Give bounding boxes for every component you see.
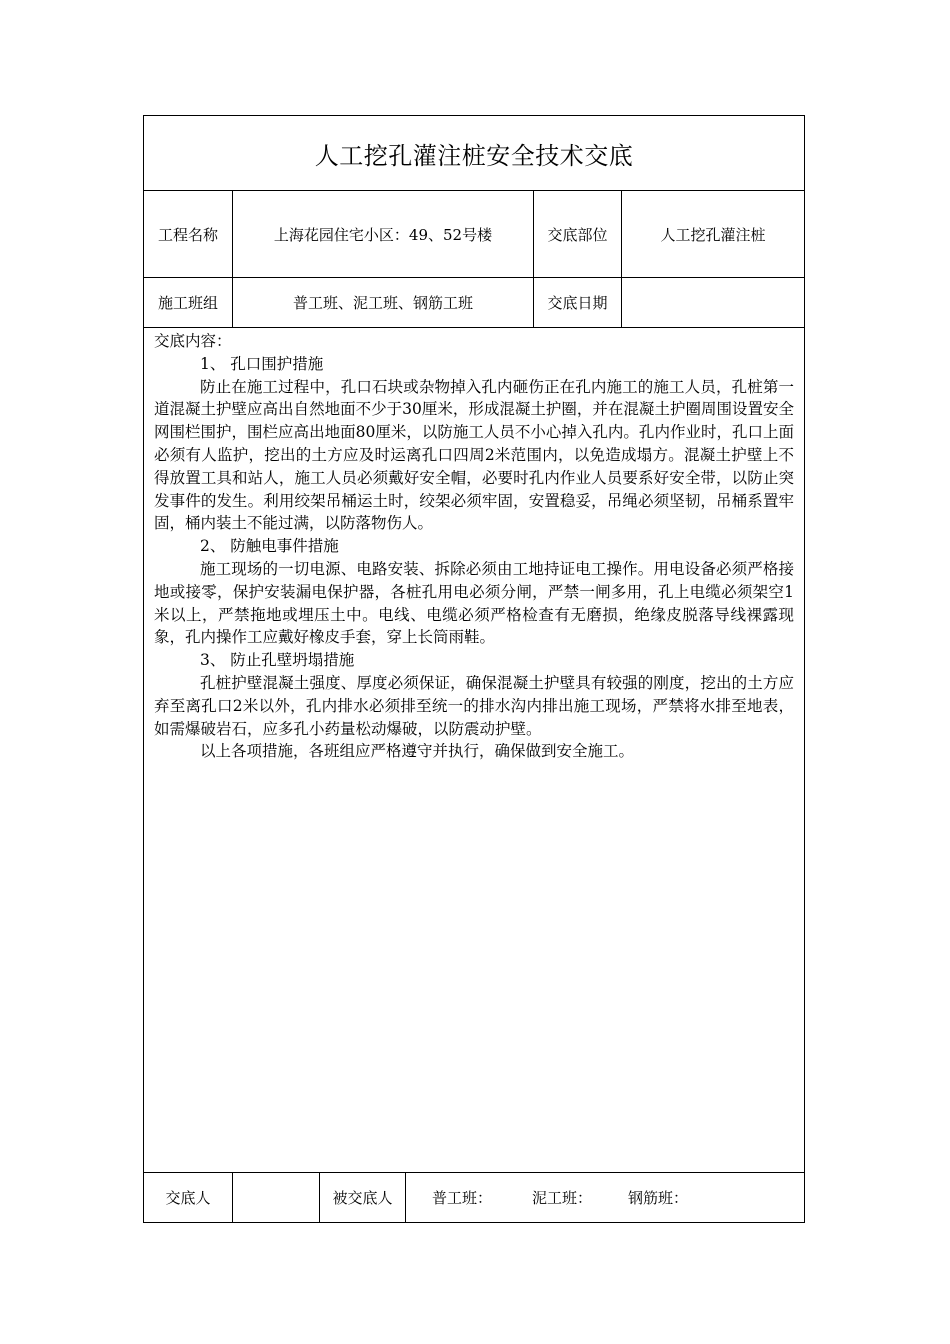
section-title: 3、 防止孔壁坍塌措施 xyxy=(200,651,355,670)
team-value: 普工班、泥工班、钢筋工班 xyxy=(232,278,533,327)
section-title: 2、 防触电事件措施 xyxy=(200,537,339,556)
title-row xyxy=(144,116,804,191)
receiver-teams xyxy=(405,1173,804,1222)
date-value xyxy=(621,278,804,327)
disclosure-form xyxy=(143,115,805,1223)
date-label: 交底日期 xyxy=(533,278,621,327)
team2-sign: 泥工班： xyxy=(532,1189,593,1207)
project-label: 工程名称 xyxy=(157,225,218,244)
receiver-label: 被交底人 xyxy=(319,1173,405,1222)
section-title: 1、 孔口围护措施 xyxy=(200,354,324,373)
team1-sign: 普工班： xyxy=(432,1189,493,1207)
signature-row xyxy=(144,1173,804,1222)
giver-label: 交底人 xyxy=(165,1189,211,1207)
team-label: 施工班组 xyxy=(157,294,218,312)
closing-text: 以上各项措施，各班组应严格遵守并执行，确保做到安全施工。 xyxy=(200,742,635,761)
section-body: 孔桩护壁混凝土强度、厚度必须保证，确保混凝土护壁具有较强的刚度，挖出的土方应弃至离孔口2米以外，孔内排水必须排至统一的排水沟内排出施工现场，严禁将水排至地表，如需爆破岩石，应多孔小药量松动爆破，以防震动护壁。 xyxy=(154,673,794,738)
section-body: 防止在施工过程中，孔口石块或杂物掉入孔内砸伤正在孔内施工的施工人员，孔桩第一道混凝土护壁应高出自然地面不少于30厘米，形成混凝土护圈，并在混凝土护圈周围设置安全网围栏围护，围栏应高出地面80厘米，以防施工人员不小心掉入孔内。孔内作业时，孔口上面必须有人监护，挖出的土方应及时运离孔口四周2米范围内，以免造成塌方。混凝土护壁上不得放置工具和站人，施工人员必须戴好安全帽，必要时孔内作业人员要系好安全带，以防止突发事件的发生。利用绞架吊桶运土时，绞架必须牢固，安置稳妥，吊绳必须坚韧，吊桶系置牢固，桶内装土不能过满，以防落物伤人。 xyxy=(154,377,794,533)
disclosure-content xyxy=(144,328,804,1173)
team3-sign: 钢筋班： xyxy=(628,1189,689,1207)
team-row xyxy=(144,278,804,328)
page-title: 人工挖孔灌注桩安全技术交底 xyxy=(314,141,634,170)
part-label: 交底部位 xyxy=(533,191,621,277)
project-value: 上海花园住宅小区：49、52号楼 xyxy=(232,191,533,277)
content-heading: 交底内容： xyxy=(154,332,232,350)
part-value: 人工挖孔灌注桩 xyxy=(621,191,804,277)
section-body: 施工现场的一切电源、电路安装、拆除必须由工地持证电工操作。用电设备必须严格接地或接零，保护安装漏电保护器，各桩孔用电必须分闸，严禁一闸多用，孔上电缆必须架空1米以上，严禁拖地或埋压土中。电线、电缆必须严格检查有无磨损，绝缘皮脱落导线裸露现象，孔内操作工应戴好橡皮手套，穿上长筒雨鞋。 xyxy=(154,559,794,647)
project-row xyxy=(144,191,804,278)
giver-value xyxy=(232,1173,319,1222)
